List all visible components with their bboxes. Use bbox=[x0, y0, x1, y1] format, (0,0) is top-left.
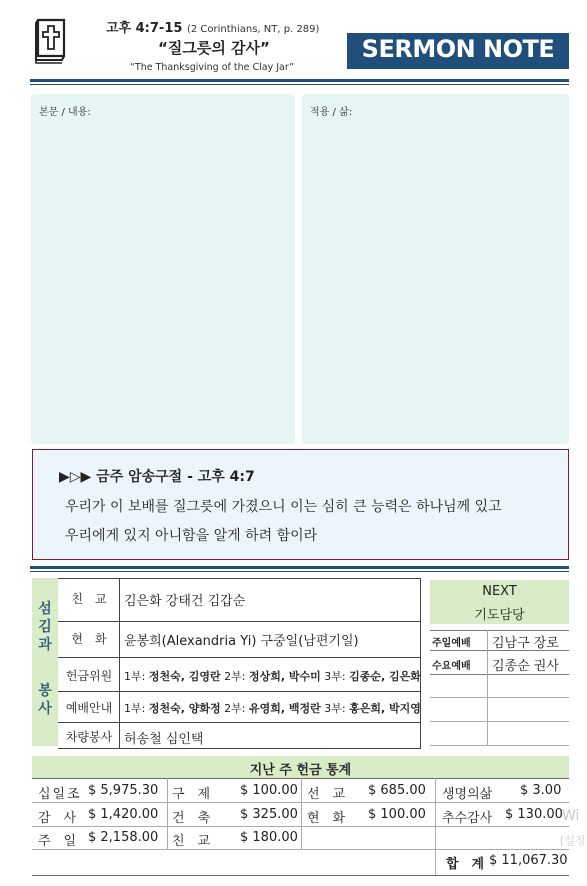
grid-line bbox=[435, 778, 436, 875]
section-divider bbox=[30, 566, 569, 569]
grid-line bbox=[32, 875, 569, 876]
activation-watermark-sub: [설정 bbox=[560, 834, 586, 847]
header-divider-thin bbox=[30, 84, 569, 85]
offering-label: 추수감사 bbox=[442, 811, 493, 826]
header bbox=[0, 0, 587, 84]
offering-label: 현 화 bbox=[307, 811, 346, 826]
next-heading-sub: 기도담당 bbox=[474, 608, 525, 623]
content-notes-label: 본문 / 내용: bbox=[39, 107, 91, 118]
next-prayer-header bbox=[430, 580, 569, 624]
service-row-label: 현 화 bbox=[71, 632, 107, 646]
service-group-header bbox=[32, 578, 58, 746]
content-notes-box[interactable] bbox=[31, 94, 295, 444]
offering-amount: $ 2,158.00 bbox=[88, 830, 159, 845]
next-service-name: 김남구 장로 bbox=[492, 636, 559, 651]
service-row-value: 윤봉희(Alexandria Yi) 구중일(남편기일) bbox=[124, 634, 359, 649]
memory-verse-line: 우리가 이 보배를 질그릇에 가졌으니 이는 심히 큰 능력은 하나님께 있고 bbox=[65, 499, 502, 515]
offering-total-amount: $ 11,067.30 bbox=[489, 853, 568, 868]
service-row-label: 예배안내 bbox=[65, 701, 113, 715]
grid-line bbox=[430, 674, 569, 675]
offering-stats-header bbox=[32, 756, 569, 778]
application-notes-box[interactable] bbox=[302, 94, 569, 444]
grid-line bbox=[58, 748, 421, 749]
offering-amount: $ 100.00 bbox=[368, 807, 426, 822]
next-service-label: 수요예배 bbox=[432, 661, 471, 672]
grid-line bbox=[420, 578, 421, 748]
offering-amount: $ 325.00 bbox=[240, 807, 298, 822]
scripture-reference bbox=[106, 17, 319, 36]
grid-line bbox=[487, 630, 488, 745]
header-divider bbox=[30, 79, 569, 82]
grid-line bbox=[58, 578, 421, 579]
grid-line bbox=[58, 621, 421, 622]
grid-line bbox=[119, 578, 120, 748]
grid-line bbox=[430, 630, 569, 631]
grid-line bbox=[301, 778, 302, 850]
service-row-label: 차량봉사 bbox=[65, 730, 113, 744]
reference-text: 고후 4:7-15 bbox=[106, 21, 183, 36]
offering-amount: $ 685.00 bbox=[368, 783, 426, 798]
grid-line bbox=[167, 778, 168, 850]
bible-cross-icon bbox=[32, 16, 70, 66]
offering-committee-value: 1부: 정천숙, 김영란 2부: 정상희, 박수미 3부: 김종순, 김은화 bbox=[124, 670, 421, 683]
service-row-value: 김은화 강태건 김갑순 bbox=[124, 594, 246, 609]
sermon-subtitle: “The Thanksgiving of the Clay Jar” bbox=[130, 62, 295, 73]
sermon-note-badge bbox=[347, 33, 569, 69]
service-row-value: 허송철 심인택 bbox=[124, 732, 204, 747]
memory-verse-heading: ▶▷▶ 금주 암송구절 - 고후 4:7 bbox=[59, 469, 255, 485]
offering-stats-title: 지난 주 헌금 통계 bbox=[249, 763, 352, 778]
offering-amount: $ 180.00 bbox=[240, 830, 298, 845]
offering-amount: $ 1,420.00 bbox=[88, 807, 159, 822]
offering-label: 구 제 bbox=[172, 787, 211, 802]
application-notes-label: 적용 / 삶: bbox=[310, 107, 353, 118]
offering-total-label: 합 계 bbox=[446, 857, 485, 872]
grid-line bbox=[430, 745, 569, 746]
offering-label: 십일조 bbox=[38, 787, 82, 802]
next-service-name: 김종순 권사 bbox=[492, 659, 559, 674]
activation-watermark: Wi bbox=[562, 808, 580, 824]
badge-text: SERMON NOTE bbox=[361, 35, 555, 63]
next-heading: NEXT bbox=[482, 584, 517, 599]
offering-label: 생명의삶 bbox=[442, 787, 493, 802]
next-service-label: 주일예배 bbox=[432, 638, 471, 649]
grid-line bbox=[430, 697, 569, 698]
offering-amount: $ 3.00 bbox=[520, 783, 562, 798]
memory-verse-line: 우리에게 있지 아니함을 알게 하려 함이라 bbox=[65, 528, 318, 544]
service-group-label-2: 봉사 bbox=[38, 683, 52, 717]
grid-line bbox=[58, 722, 421, 723]
reference-detail: (2 Corinthians, NT, p. 289) bbox=[186, 24, 320, 35]
grid-line bbox=[430, 721, 569, 722]
offering-label: 주 일 bbox=[38, 834, 77, 849]
service-group-label: 섬김과 bbox=[38, 601, 52, 653]
grid-line bbox=[58, 657, 421, 658]
service-row-label: 친 교 bbox=[71, 592, 107, 606]
offering-amount: $ 100.00 bbox=[240, 783, 298, 798]
grid-line bbox=[58, 691, 421, 692]
service-row-label: 헌금위원 bbox=[65, 669, 113, 683]
offering-label: 선 교 bbox=[307, 787, 346, 802]
sermon-title: “질그릇의 감사” bbox=[158, 39, 270, 57]
offering-label: 감 사 bbox=[38, 811, 77, 826]
section-divider-thin bbox=[30, 571, 569, 572]
usher-value: 1부: 정천숙, 양화정 2부: 유영희, 백정란 3부: 홍은희, 박지영 bbox=[124, 702, 421, 715]
offering-amount: $ 5,975.30 bbox=[88, 783, 159, 798]
offering-label: 건 축 bbox=[172, 811, 211, 826]
memory-verse-box bbox=[32, 449, 569, 560]
offering-amount: $ 130.00 bbox=[505, 807, 563, 822]
offering-label: 친 교 bbox=[172, 834, 211, 849]
